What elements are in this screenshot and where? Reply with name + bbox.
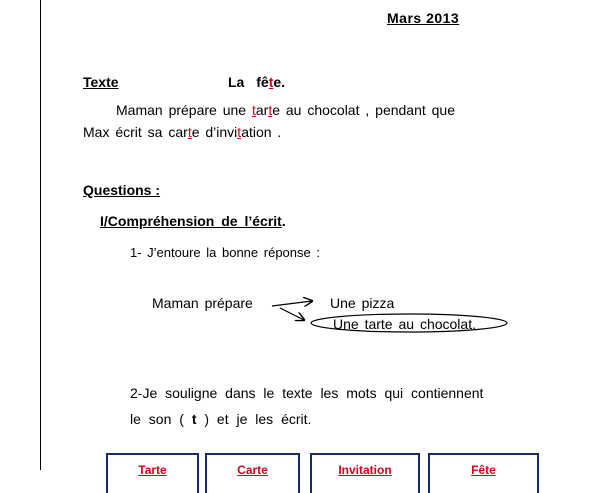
answer-option-pizza[interactable]: Une pizza bbox=[330, 295, 395, 311]
answer-box-2[interactable]: Carte bbox=[205, 453, 300, 493]
date-header: Mars 2013 bbox=[387, 10, 460, 26]
text-run: ation . bbox=[241, 124, 282, 140]
title-part: ê bbox=[260, 74, 269, 90]
section-heading-text: I/Compréhension de l’écrit bbox=[100, 213, 282, 229]
title-highlight-letter: t bbox=[268, 74, 274, 90]
question-2-line-2 bbox=[130, 411, 311, 427]
highlight-letter: t bbox=[187, 124, 192, 140]
questions-heading: Questions : bbox=[83, 182, 161, 198]
highlight-letter: t bbox=[268, 102, 273, 118]
section-heading bbox=[100, 213, 286, 229]
answer-option-tarte[interactable]: Une tarte au chocolat. bbox=[333, 316, 476, 332]
text-run: e au chocolat , pendant que bbox=[272, 102, 456, 118]
answer-box-3[interactable]: Invitation bbox=[310, 453, 420, 493]
highlight-letter: t bbox=[251, 102, 256, 118]
arrow-to-tarte bbox=[280, 308, 304, 320]
section-heading-period: . bbox=[281, 213, 286, 229]
paragraph-line-2 bbox=[83, 124, 281, 140]
sound-letter: t bbox=[191, 411, 197, 427]
answer-box-4[interactable]: Fête bbox=[428, 453, 539, 493]
title-part: La f bbox=[228, 74, 261, 90]
text-title bbox=[228, 74, 285, 90]
margin-line bbox=[40, 0, 41, 470]
question-2-line-1: 2-Je souligne dans le texte les mots qui contiennent bbox=[130, 385, 484, 401]
paragraph-line-1 bbox=[116, 102, 455, 118]
text-run: ) et je les écrit. bbox=[204, 411, 312, 427]
text-run: le son ( bbox=[130, 411, 184, 427]
highlight-letter: t bbox=[237, 124, 242, 140]
text-run: Maman prépare une bbox=[116, 102, 252, 118]
text-run: Max écrit sa car bbox=[83, 124, 188, 140]
text-run: ar bbox=[255, 102, 269, 118]
arrow-to-pizza bbox=[272, 301, 312, 306]
question-1: 1- J’entoure la bonne réponse : bbox=[130, 245, 320, 260]
title-part: e. bbox=[273, 74, 286, 90]
texte-label: Texte bbox=[83, 74, 119, 90]
question-1-subject: Maman prépare bbox=[152, 295, 253, 311]
text-run: e d’invi bbox=[191, 124, 238, 140]
answer-box-1[interactable]: Tarte bbox=[106, 453, 199, 493]
